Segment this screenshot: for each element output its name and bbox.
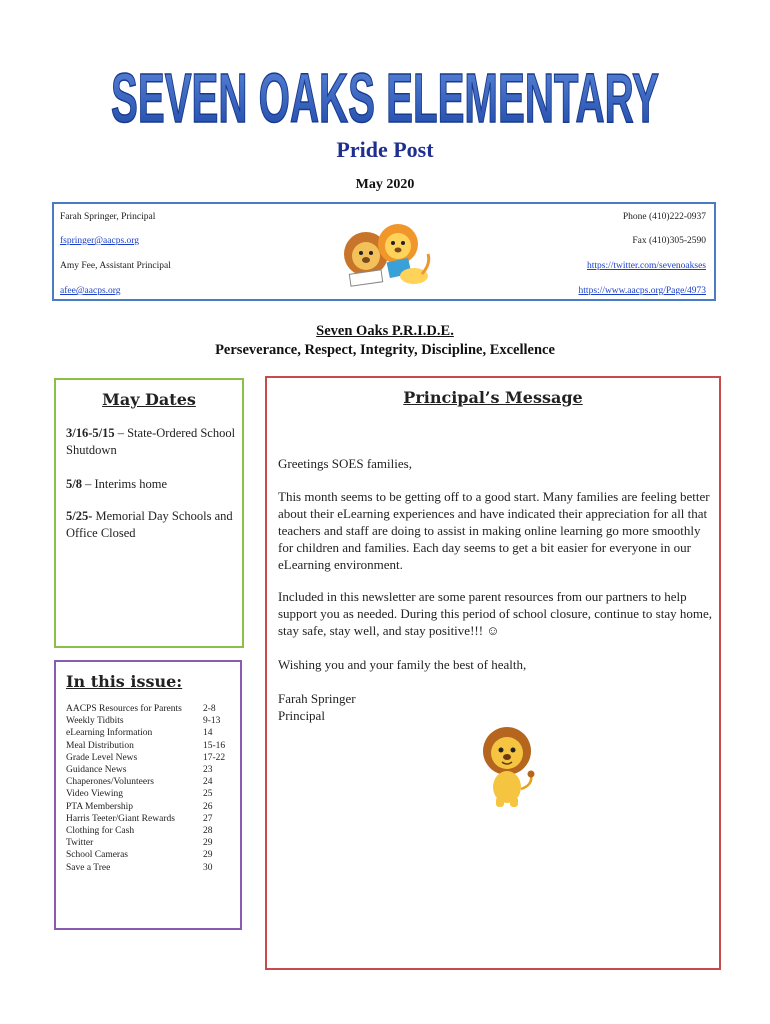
pride-motto-block xyxy=(0,322,770,360)
toc-row[interactable] xyxy=(66,776,238,788)
toc-item-name: Save a Tree xyxy=(66,862,111,873)
toc-row[interactable] xyxy=(66,788,238,800)
toc-item-pages: 14 xyxy=(203,728,213,739)
may-date-label: 3/16-5/15 xyxy=(66,426,115,440)
toc-item-name: School Cameras xyxy=(66,850,129,861)
may-date-text: – State-Ordered School Shutdown xyxy=(66,426,236,457)
toc-item-name: AACPS Resources for Parents xyxy=(66,704,182,714)
may-date-label: 5/25- xyxy=(66,509,93,523)
toc-item-pages: 2-8 xyxy=(203,704,216,714)
message-greeting: Greetings SOES families, xyxy=(278,456,412,471)
reading-lions-icon xyxy=(336,214,431,294)
toc-row[interactable] xyxy=(66,849,238,861)
toc-row[interactable] xyxy=(66,715,238,727)
toc-row[interactable] xyxy=(66,862,238,874)
may-dates-title: May Dates xyxy=(102,390,196,409)
message-closing: Wishing you and your family the best of health, xyxy=(278,657,527,672)
school-name: SEVEN OAKS ELEMENTARY xyxy=(111,59,659,134)
toc-row[interactable] xyxy=(66,801,238,813)
may-date-text: Memorial Day Schools and Office Closed xyxy=(66,509,233,540)
toc-item-pages: 30 xyxy=(203,862,213,873)
may-date-text: – Interims home xyxy=(81,477,168,491)
toc-item-name: PTA Membership xyxy=(66,801,134,812)
toc-item-pages: 29 xyxy=(203,850,213,861)
issue-date: May 2020 xyxy=(355,177,415,192)
pride-title: Seven Oaks P.R.I.D.E. xyxy=(316,323,454,339)
toc-row[interactable] xyxy=(66,837,238,849)
in-this-issue-title: In this issue: xyxy=(66,672,183,691)
principal-email-link[interactable]: fspringer@aacps.org xyxy=(60,236,140,246)
may-date-item xyxy=(66,508,241,542)
assistant-email-link[interactable]: afee@aacps.org xyxy=(60,286,121,296)
pride-values: Perseverance, Respect, Integrity, Discipline, Excellence xyxy=(215,342,555,358)
in-this-issue-box xyxy=(54,660,242,930)
contact-box xyxy=(52,202,716,301)
toc-row[interactable] xyxy=(66,727,238,739)
toc-item-pages: 28 xyxy=(203,826,213,837)
toc-item-pages: 23 xyxy=(203,765,213,776)
toc-item-name: Harris Teeter/Giant Rewards xyxy=(66,813,175,824)
toc-item-pages: 17-22 xyxy=(203,752,226,763)
twitter-link[interactable]: https://twitter.com/sevenoakses xyxy=(587,261,706,271)
toc-item-name: Meal Distribution xyxy=(66,740,134,751)
toc-item-name: Chaperones/Volunteers xyxy=(66,777,154,788)
school-name-banner xyxy=(0,52,770,134)
message-paragraph-2: Included in this newsletter are some parent resources from our partners to help support you as needed. During this period of school closure, continue to stay home, stay safe, stay well, and stay positive!!! ☺ xyxy=(278,589,712,638)
principal-message-box xyxy=(265,376,721,970)
toc-item-name: Grade Level News xyxy=(66,752,138,763)
table-of-contents xyxy=(66,703,238,874)
toc-item-pages: 15-16 xyxy=(203,740,226,751)
toc-item-pages: 9-13 xyxy=(203,716,221,727)
phone-number: Phone (410)222-0937 xyxy=(622,212,706,222)
toc-item-pages: 29 xyxy=(203,838,213,849)
toc-row[interactable] xyxy=(66,740,238,752)
toc-row[interactable] xyxy=(66,764,238,776)
toc-item-name: Video Viewing xyxy=(66,789,123,800)
signature-title: Principal xyxy=(278,708,325,723)
toc-item-pages: 27 xyxy=(203,813,213,824)
fax-number: Fax (410)305-2590 xyxy=(632,236,706,246)
toc-item-pages: 25 xyxy=(203,789,213,800)
may-dates-box xyxy=(54,378,244,648)
message-paragraph-1: This month seems to be getting off to a good start. Many families are feeling better about their eLearning experiences and have indicated their appreciation for all that teachers and staff are doing to assist in making online learning go more smoothly for children and families. Each day seems to get a bit easier for everyone in our eLearning environment. xyxy=(278,489,710,572)
toc-row[interactable] xyxy=(66,813,238,825)
principal-name: Farah Springer, Principal xyxy=(60,212,156,222)
toc-item-name: Guidance News xyxy=(66,765,127,776)
toc-row[interactable] xyxy=(66,703,238,715)
assistant-name: Amy Fee, Assistant Principal xyxy=(60,261,171,271)
may-date-label: 5/8 xyxy=(66,477,82,491)
toc-row[interactable] xyxy=(66,752,238,764)
may-date-item xyxy=(66,476,241,493)
lion-mascot-icon xyxy=(477,723,547,808)
principal-message-title: Principal’s Message xyxy=(403,388,583,407)
toc-row[interactable] xyxy=(66,825,238,837)
toc-item-name: Twitter xyxy=(66,838,94,849)
toc-item-pages: 26 xyxy=(203,801,213,812)
toc-item-name: Weekly Tidbits xyxy=(66,716,124,727)
toc-item-name: Clothing for Cash xyxy=(66,826,135,837)
signature-name: Farah Springer xyxy=(278,691,356,706)
toc-item-pages: 24 xyxy=(203,777,213,788)
website-link[interactable]: https://www.aacps.org/Page/4973 xyxy=(578,286,706,296)
toc-item-name: eLearning Information xyxy=(66,728,153,739)
may-date-item xyxy=(66,425,241,459)
newsletter-title: Pride Post xyxy=(336,137,434,162)
